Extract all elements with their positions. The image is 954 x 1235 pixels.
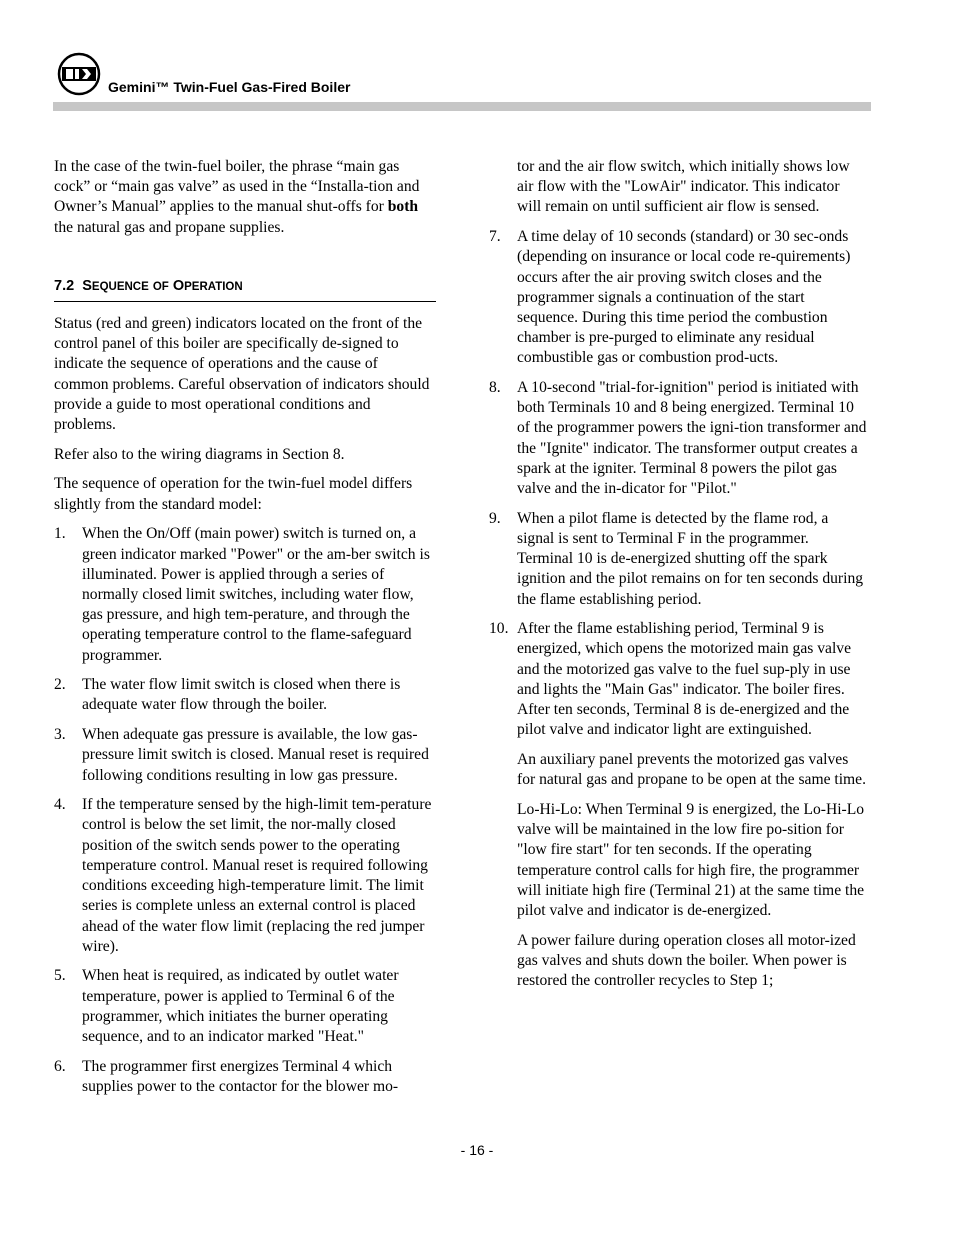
item-text: The programmer first energizes Terminal 4 which supplies power to the contactor for the blower mo- [82, 1057, 399, 1095]
item-number: 2. [54, 676, 66, 694]
list-item [489, 509, 867, 610]
list-item [489, 227, 867, 368]
intro-paragraph [54, 157, 436, 238]
header-title: Gemini™ Twin-Fuel Gas-Fired Boiler [108, 79, 351, 95]
heading-cap: S [82, 277, 92, 294]
heading-word: OF [152, 280, 169, 293]
left-column [54, 157, 436, 1107]
item-number: 4. [54, 796, 66, 814]
item-text: When the On/Off (main power) switch is turned on, a green indicator marked "Power" or the am-ber switch is illuminated. Power is applied through a series of normally closed limit switches, including water flow, gas pressure, and high tem-perature, and through the operating temperature control to the flame-safeguard programmer. [82, 525, 430, 664]
heading-rest: PERATION [184, 280, 243, 293]
right-column [489, 157, 867, 1001]
item-number: 6. [54, 1057, 66, 1075]
intro-text: In the case of the twin-fuel boiler, the phrase “main gas cock” or “main gas valve” as used in the “Installa-tion and Owner’s Manual” applies to the manual shut-offs for [54, 158, 420, 216]
paragraph: Status (red and green) indicators located on the front of the control panel of this boiler are specifically de-signed to indicate the sequence of operations and the cause of common problems. Careful observation of indicators should provide a guide to most operational conditions and problems. [54, 315, 430, 434]
list-item [54, 524, 436, 665]
item-number: 10. [489, 620, 509, 638]
item-number: 5. [54, 967, 66, 985]
list-item [54, 795, 436, 957]
intro-text-end: the natural gas and propane supplies. [54, 218, 285, 236]
list-item [54, 725, 436, 786]
page-number: - 16 - [460, 1142, 494, 1158]
item-number: 7. [489, 228, 501, 246]
indented-paragraph: Lo-Hi-Lo: When Terminal 9 is energized, the Lo-Hi-Lo valve will be maintained in the low fire po-sition for "low fire start" for ten seconds. If the operating temperature control calls for high fire, the programmer will initiate high fire (Terminal 21) at the same time the pilot valve and indicator is de-energized. [517, 800, 865, 919]
item-number: 8. [489, 379, 501, 397]
item-text: After the flame establishing period, Terminal 9 is energized, which opens the motorized main gas valve and the motorized gas valve to the fuel sup-ply in use and lights the "Main Gas" indicator. The boiler fires. After ten seconds, Terminal 8 is de-energized and the pilot valve and indicator light are extinguished. [517, 620, 852, 739]
item-number: 3. [54, 726, 66, 744]
list-item [54, 1057, 436, 1097]
item-text: When adequate gas pressure is available, the low gas-pressure limit switch is closed. Manual reset is required following conditions resulting in low gas pressure. [82, 726, 429, 784]
heading-cap: O [172, 277, 185, 294]
paragraph: Refer also to the wiring diagrams in Section 8. [54, 445, 345, 463]
paragraph: The sequence of operation for the twin-fuel model differs slightly from the standard model: [54, 475, 413, 513]
item-text: When heat is required, as indicated by outlet water temperature, power is applied to Terminal 6 of the programmer, which initiates the burner operating sequence, and to an indicator marked "Heat." [82, 967, 399, 1046]
list-item [489, 378, 867, 499]
header-rule [53, 102, 871, 111]
item-text: If the temperature sensed by the high-limit tem-perature control is below the set limit, the nor-mally closed position of the switch sends power to the operating temperature control. Manual reset is required following conditions exceeding high-temperature limit. The limit series is complete unless an external control is placed ahead of the water flow limit (replacing the red jumper wire). [82, 796, 432, 955]
list-item [54, 966, 436, 1047]
item-text: The water flow limit switch is closed when there is adequate water flow through the boiler. [82, 676, 401, 714]
section-heading [54, 276, 436, 302]
company-logo [57, 52, 101, 96]
item-text: When a pilot flame is detected by the flame rod, a signal is sent to Terminal F in the programmer. Terminal 10 is de-energized shutting off the spark ignition and the pilot remains on for ten seconds during the flame establishing period. [517, 509, 864, 608]
continuation-text: tor and the air flow switch, which initially shows low air flow with the "LowAir" indicator. This indicator will remain on until sufficient air flow is sensed. [517, 158, 850, 216]
indented-paragraph: A power failure during operation closes all motor-ized gas valves and shuts down the boiler. When power is restored the controller recycles to Step 1; [517, 931, 856, 990]
item-text: A time delay of 10 seconds (standard) or 30 sec-onds (depending on insurance or local code re-quirements) occurs after the air proving switch closes and the programmer signals a continuation of the start sequence. During this time period the combustion chamber is pre-purged to eliminate any residual combustible gas or combustion prod-ucts. [517, 228, 851, 367]
section-number: 7.2 [54, 277, 75, 294]
indented-paragraph: An auxiliary panel prevents the motorized gas valves for natural gas and propane to be open at the same time. [517, 750, 867, 789]
list-item [54, 675, 436, 715]
heading-rest: EQUENCE [91, 280, 149, 293]
item-number: 9. [489, 509, 501, 527]
item-text: A 10-second "trial-for-ignition" period is initiated with both Terminals 10 and 8 being energized. Terminal 10 of the programmer powers the igni-tion transformer and the "Ignite" indicator. The transformer output creates a spark at the igniter. Terminal 8 powers the pilot gas valve and the in-dicator for "Pilot." [517, 379, 867, 498]
intro-bold: both [387, 198, 419, 216]
list-item [489, 619, 867, 740]
item-number: 1. [54, 525, 66, 543]
